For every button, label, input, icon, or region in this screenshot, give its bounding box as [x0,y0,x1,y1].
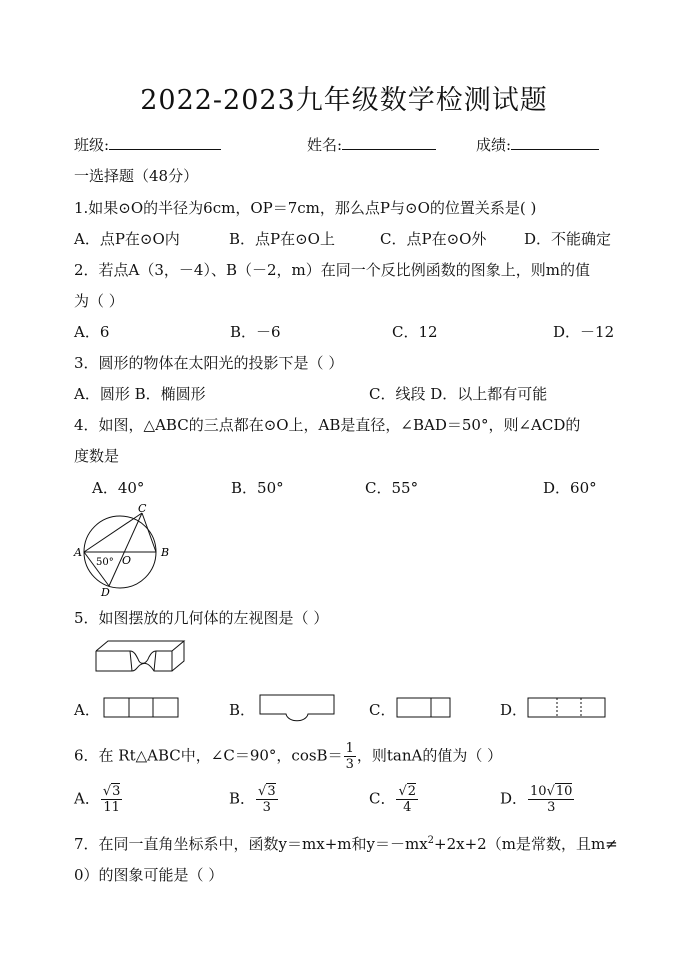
q6-option-a-fraction: $\frac{√3}{11}$ [102,784,121,815]
class-label: 班级: [74,136,110,154]
q6-option-a [74,784,123,815]
q4-option-d: D．60° [543,479,597,497]
class-field [74,134,221,155]
q6-b-radicand: 3 [267,784,276,799]
q5-option-c-figure [396,697,452,719]
q1-option-a: A．点P在⊙O内 [74,230,180,248]
q6-option-c-fraction: $\frac{√2}{4}$ [398,784,417,815]
page-title: 2022-2023九年级数学检测试题 [140,85,548,116]
q6-option-c-label: C． [369,789,396,808]
q7-stem-part2: +2x+2（m是常数，且m≠ [434,835,618,853]
q1-option-d: D．不能确定 [524,230,612,248]
q1-option-b: B．点P在⊙O上 [229,230,335,248]
label-o: O [122,554,132,567]
label-angle: 50° [96,557,114,568]
q2-option-d: D．－12 [553,323,615,341]
q5-option-d-label: D． [500,701,528,719]
label-a: A [74,546,82,559]
q6-cos-num: 1 [345,741,354,756]
q5-option-b-figure [258,693,336,727]
q4-stem-line1: 4．如图，△ABC的三点都在⊙O上，AB是直径，∠BAD＝50°，则∠ACD的 [74,416,581,434]
q6-option-d-label: D． [500,789,528,808]
q5-option-b-label: B． [229,701,256,719]
q6-b-den: 3 [262,800,271,815]
q1-option-c: C．点P在⊙O外 [380,230,487,248]
q7-stem-part1: 7．在同一直角坐标系中，函数y＝mx+m和y＝－mx [74,835,428,853]
q6-stem-prefix: 6．在 Rt△ABC中，∠C＝90°，cosB＝ [74,746,343,765]
q6-option-d-fraction: $\frac{10√10}{3}$ [530,784,573,815]
q2-option-a: A．6 [74,323,110,341]
name-label: 姓名: [307,136,343,154]
q6-c-radicand: 2 [407,784,417,799]
q5-stem: 5．如图摆放的几何体的左视图是（ ） [74,609,329,627]
score-label: 成绩: [476,136,512,154]
q4-option-b: B．50° [231,479,284,497]
name-blank [342,135,436,150]
q5-option-a-label: A． [74,701,100,719]
q3-stem: 3．圆形的物体在太阳光的投影下是（ ） [74,354,344,372]
score-blank [511,135,599,150]
chord-cb [142,513,156,552]
q7-stem-line1 [74,833,618,854]
q6-a-den: 11 [103,800,120,815]
label-b: B [161,546,170,559]
q6-d-radicand: 10 [555,784,573,799]
q6-cos-den: 3 [345,757,354,772]
score-field [476,134,599,155]
section-heading: 一选择题（48分） [74,167,199,185]
q6-option-c [369,784,419,815]
q5-solid-figure [94,637,186,673]
q6-d-coef: 10 [530,784,547,799]
class-blank [109,135,221,150]
q7-stem-line2: 0）的图象可能是（ ） [74,866,224,884]
q3-options-ab: A．圆形 B．椭圆形 [74,385,206,403]
q6-option-d [500,784,575,815]
q6-option-b-fraction: $\frac{√3}{3}$ [258,784,276,815]
q6-stem-suffix: ，则tanA的值为（ ） [356,746,503,765]
name-field [307,134,436,155]
q4-option-a: A．40° [92,479,145,497]
q6-cos-fraction [344,741,356,772]
q6-d-den: 3 [547,800,556,815]
q6-c-den: 4 [403,800,412,815]
q6-option-a-label: A． [74,789,100,808]
q2-stem-line2: 为（ ） [74,292,124,310]
q3-options-cd: C．线段 D．以上都有可能 [369,385,548,403]
label-c: C [138,502,147,515]
q2-stem-line1: 2．若点A（3，－4）、B（－2，m）在同一个反比例函数的图象上，则m的值 [74,261,590,279]
q4-circle-figure [72,502,184,598]
q2-option-b: B．－6 [230,323,281,341]
q5-option-c-label: C． [369,701,396,719]
q5-option-a-figure [103,697,179,719]
q6-stem [74,741,502,772]
label-d: D [101,586,110,598]
q5-option-d-figure [527,697,607,719]
q6-option-b-label: B． [229,789,256,808]
q6-a-radicand: 3 [112,784,121,799]
q2-option-c: C．12 [392,323,438,341]
q1-stem: 1.如果⊙O的半径为6cm，OP＝7cm，那么点P与⊙O的位置关系是( ) [74,199,537,217]
q7-exponent: 2 [427,835,435,846]
q4-stem-line2: 度数是 [74,447,120,465]
q6-option-b [229,784,279,815]
q4-option-c: C．55° [365,479,419,497]
